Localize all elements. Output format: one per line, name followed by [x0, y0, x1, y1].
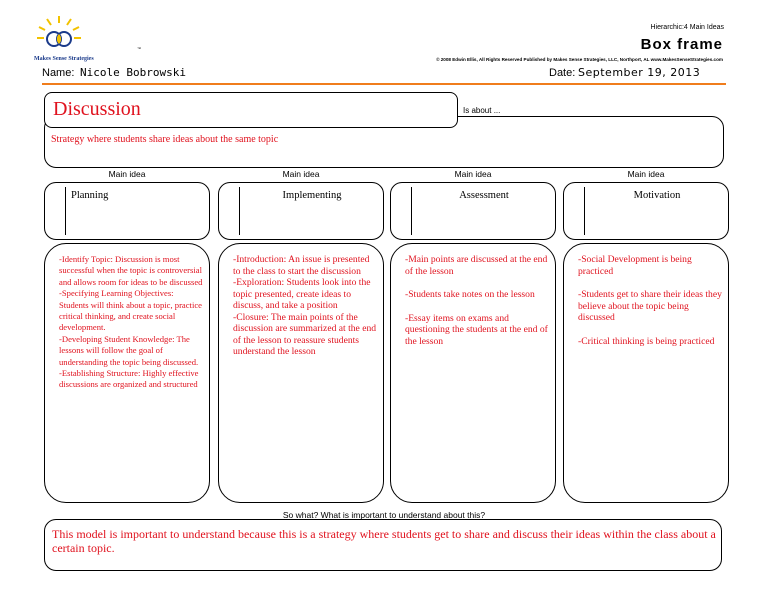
main-idea-details — [59, 254, 204, 391]
date-label: Date: — [549, 67, 576, 79]
page-title: Box frame — [640, 36, 723, 53]
main-idea-title: Implementing — [282, 190, 342, 201]
detail-item: -Essay items on exams and questioning the students at the end of the lesson — [405, 312, 548, 347]
topic-box — [44, 92, 458, 128]
logo-icon — [34, 14, 84, 52]
date-value: September 19, 2013 — [578, 66, 701, 79]
so-what-box — [44, 519, 722, 571]
detail-item: -Introduction: An issue is presented to the class to start the discussion — [233, 254, 370, 277]
is-about-value: Strategy where students share ideas about the same topic — [51, 134, 279, 145]
name-value: Nicole Bobrowski — [80, 66, 186, 79]
hierarchic-label: Hierarchic:4 Main Ideas — [650, 24, 724, 31]
main-idea-label: Main idea — [282, 169, 320, 179]
main-idea-details-box — [44, 243, 210, 503]
detail-item: -Exploration: Students look into the topic presented, create ideas to discuss, and take a position — [233, 277, 371, 311]
main-idea-title-box — [44, 182, 210, 240]
main-idea-details-box — [218, 243, 384, 503]
name-label: Name: — [42, 67, 75, 79]
main-idea-title-box — [390, 182, 556, 240]
detail-item: -Students take notes on the lesson — [405, 289, 535, 300]
detail-item: -Specifying Learning Objectives: Students will think about a topic, practice critical thinking, and create social development. — [59, 288, 202, 333]
so-what-value: This model is important to understand because this is a strategy where students get to share and discuss their ideas within the class about a certain topic. — [52, 527, 716, 555]
trademark: ™ — [137, 46, 141, 51]
logo-text: Makes Sense Strategies — [34, 56, 94, 62]
title-box-divider — [65, 187, 66, 235]
main-idea-label: Main idea — [627, 169, 665, 179]
detail-item: -Developing Student Knowledge: The lessons will follow the goal of understanding the topic being discussed. — [59, 333, 199, 367]
detail-item: -Closure: The main points of the discussion are summarized at the end of the lesson to reassure students understand the lesson — [233, 311, 377, 357]
logo — [34, 14, 84, 54]
main-idea-title: Motivation — [633, 190, 681, 201]
so-what-label: So what? What is important to understand about this? — [282, 510, 486, 520]
detail-item: -Critical thinking is being practiced — [578, 335, 715, 347]
main-idea-details — [233, 254, 378, 358]
detail-item: -Students get to share their ideas they believe about the topic being discussed — [578, 289, 722, 323]
main-idea-details — [405, 254, 550, 347]
main-idea-label: Main idea — [454, 169, 492, 179]
detail-item: -Main points are discussed at the end of the lesson — [405, 254, 548, 277]
main-idea-title: Assessment — [459, 190, 509, 201]
main-idea-title-box — [563, 182, 729, 240]
main-idea-details-box — [563, 243, 729, 503]
header-divider — [42, 83, 726, 85]
detail-item: -Identify Topic: Discussion is most successful when the topic is controversial and allows room for ideas to be discussed — [59, 254, 203, 287]
main-idea-title: Planning — [71, 190, 109, 201]
main-idea-label: Main idea — [108, 169, 146, 179]
is-about-label: Is about ... — [463, 106, 501, 115]
main-idea-details-box — [390, 243, 556, 503]
detail-item: -Establishing Structure: Highly effective discussions are organized and structured — [59, 368, 199, 390]
main-idea-details — [578, 254, 723, 347]
detail-item: -Social Development is being practiced — [578, 254, 692, 277]
copyright: © 2008 Edwin Ellis, All Rights Reserved Published by Makes Sense Strategies, LLC, Northport, AL www.MakesSenseStrategies.com — [436, 57, 723, 62]
topic-title: Discussion — [53, 98, 141, 120]
main-idea-title-box — [218, 182, 384, 240]
